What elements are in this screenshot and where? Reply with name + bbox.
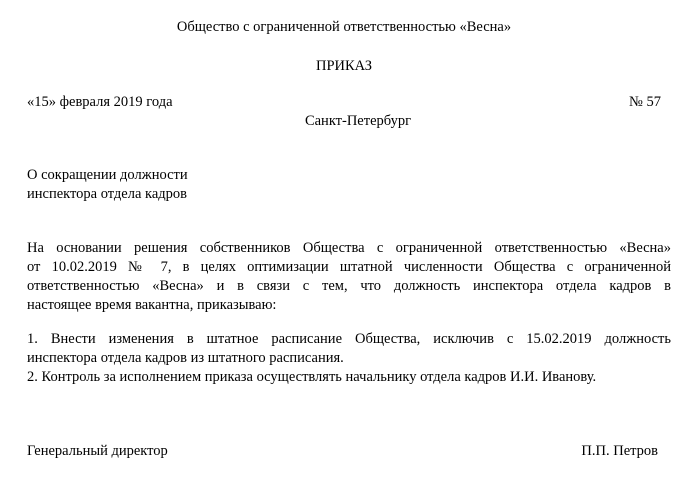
- basis-line: настоящее время вакантна, приказываю:: [27, 297, 277, 313]
- basis-line: ответственностью «Весна» и в связи с тем, что должность инспектора отдела кадров в: [27, 278, 671, 294]
- order-subject: [27, 166, 188, 204]
- basis-line: На основании решения собственников Общества с ограниченной ответственностью «Весна»: [27, 240, 671, 256]
- signer-position: Генеральный директор: [27, 443, 168, 459]
- basis-paragraph: [27, 239, 671, 315]
- order-item-line: 1. Внести изменения в штатное расписание Общества, исключив с 15.02.2019 должность: [27, 331, 671, 347]
- basis-line: от 10.02.2019 № 7, в целях оптимизации штатной численности Общества с ограниченной: [27, 259, 671, 275]
- document-title: ПРИКАЗ: [315, 58, 373, 74]
- order-items: [27, 330, 671, 387]
- subject-line: О сокращении должности: [27, 167, 188, 183]
- organization-name: Общество с ограниченной ответственностью «Весна»: [176, 19, 512, 35]
- order-item-line: инспектора отдела кадров из штатного расписания.: [27, 350, 344, 366]
- subject-line: инспектора отдела кадров: [27, 186, 188, 202]
- signer-name: П.П. Петров: [581, 443, 658, 459]
- order-city: Санкт-Петербург: [304, 113, 412, 129]
- order-date: «15» февраля 2019 года: [27, 94, 173, 110]
- order-number: № 57: [629, 94, 661, 110]
- order-item-line: 2. Контроль за исполнением приказа осуществлять начальнику отдела кадров И.И. Иванову.: [27, 369, 597, 385]
